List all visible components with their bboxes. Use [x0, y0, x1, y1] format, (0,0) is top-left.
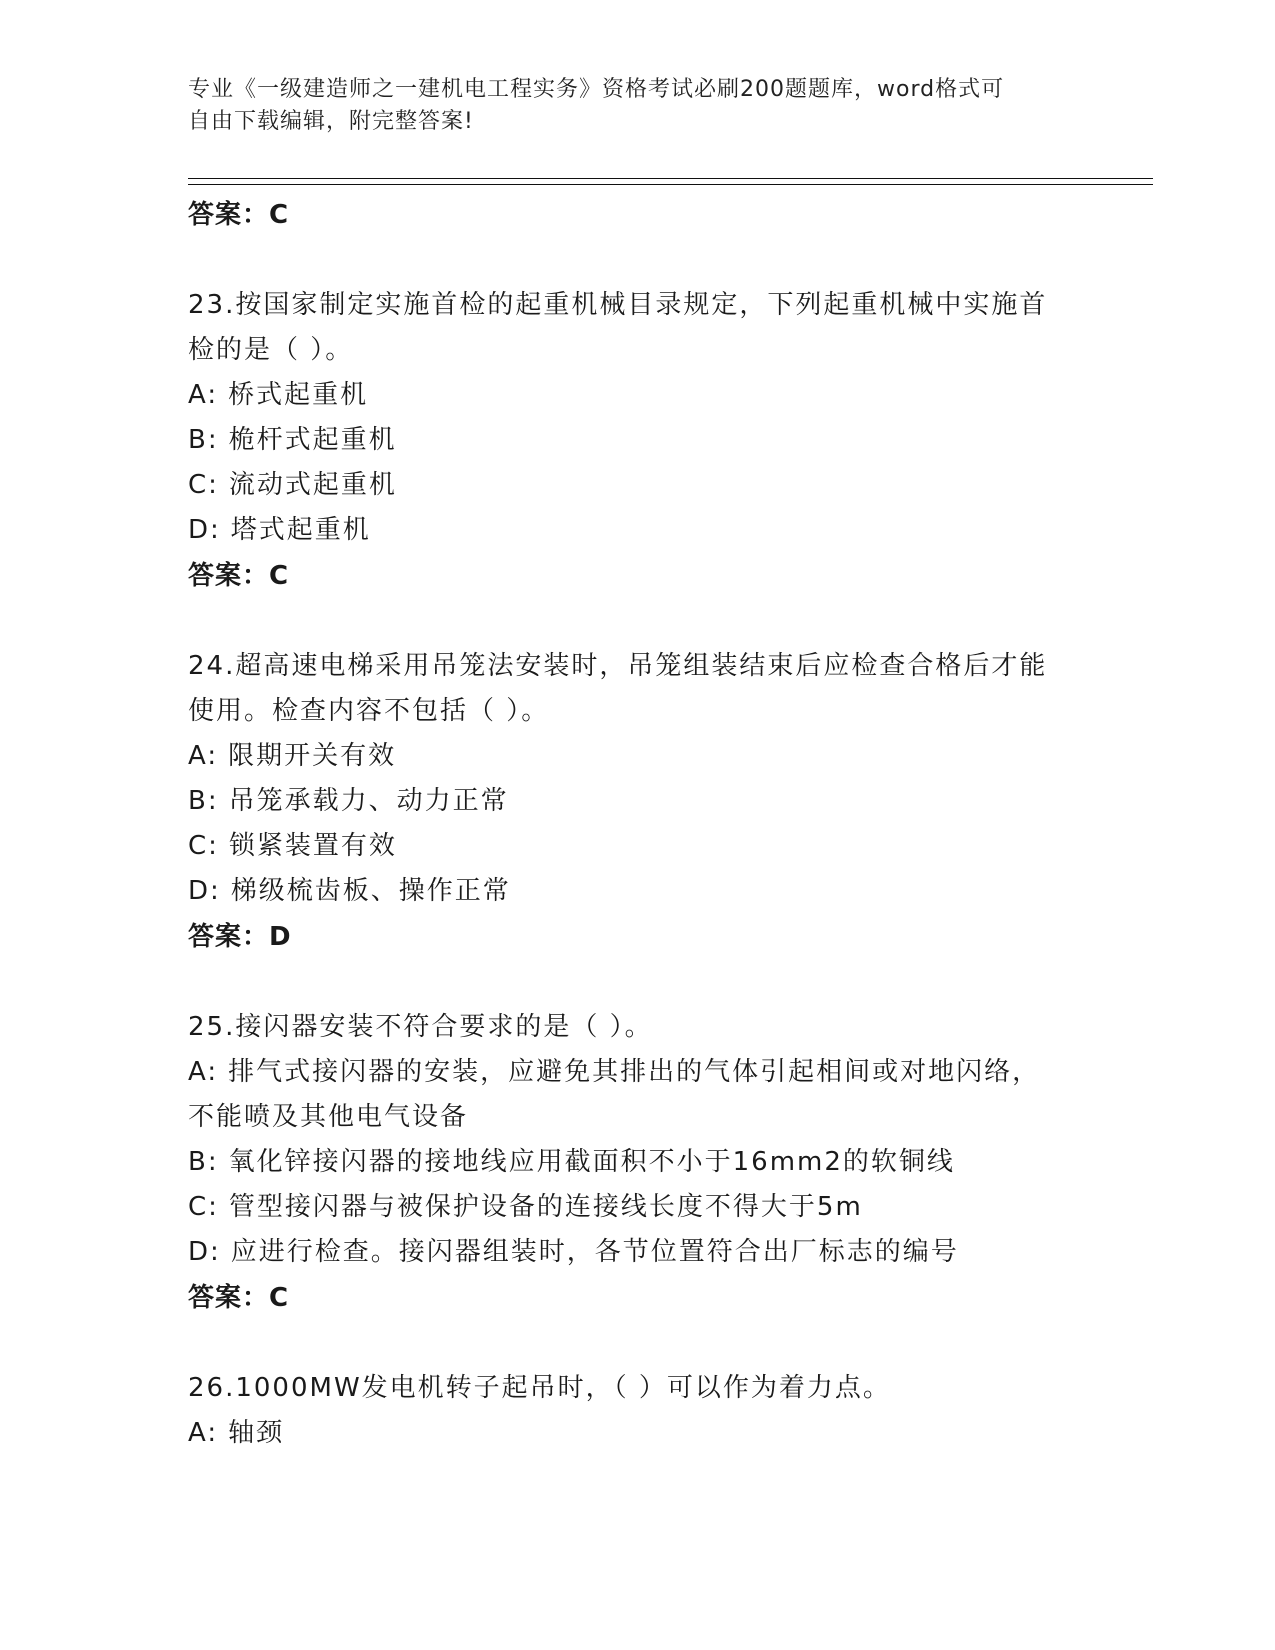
answer-value: C [269, 1283, 290, 1313]
question-text: 23.按国家制定实施首检的起重机械目录规定，下列起重机械中实施首 [188, 290, 1048, 320]
option-key: A: [188, 1418, 219, 1448]
question-item [188, 1005, 1088, 1321]
option-key: D: [188, 876, 221, 906]
option-d [188, 508, 1088, 553]
option-c [188, 824, 1088, 869]
question-item [188, 283, 1088, 599]
option-text: 排气式接闪器的安装，应避免其排出的气体引起相间或对地闪络， [228, 1057, 1041, 1087]
option-a [188, 1050, 1088, 1095]
option-d [188, 1230, 1088, 1275]
answer-label: 答案： [188, 922, 270, 952]
option-key: B: [188, 425, 219, 455]
answer-value: D [269, 922, 292, 952]
option-text: 梯级梳齿板、操作正常 [230, 876, 511, 906]
question-list [188, 192, 1088, 1456]
question-item [188, 644, 1088, 960]
option-a [188, 373, 1088, 418]
option-a [188, 734, 1088, 779]
option-text: 塔式起重机 [230, 515, 371, 545]
option-key: B: [188, 786, 219, 816]
header-line-1: 专业《一级建造师之一建机电工程实务》资格考试必刷200题题库，word格式可 [188, 77, 1005, 102]
question-item [188, 1366, 1088, 1456]
answer-value: C [269, 200, 290, 230]
option-b [188, 1140, 1088, 1185]
answer-label: 答案： [188, 200, 270, 230]
option-a-continuation: 不能喷及其他电气设备 [188, 1102, 469, 1132]
option-text: 管型接闪器与被保护设备的连接线长度不得大于5m [228, 1192, 863, 1222]
option-key: D: [188, 1237, 221, 1267]
option-c [188, 463, 1088, 508]
option-text: 锁紧装置有效 [228, 831, 397, 861]
option-c [188, 1185, 1088, 1230]
answer-line [188, 1275, 1088, 1321]
answer-line [188, 914, 1088, 960]
option-key: C: [188, 1192, 219, 1222]
option-text: 氧化锌接闪器的接地线应用截面积不小于16mm2的软铜线 [228, 1147, 955, 1177]
answer-value: C [269, 561, 290, 591]
option-text: 限期开关有效 [228, 741, 397, 771]
question-text: 24.超高速电梯采用吊笼法安装时，吊笼组装结束后应检查合格后才能 [188, 651, 1048, 681]
option-text: 轴颈 [228, 1418, 285, 1448]
answer-line [188, 192, 1088, 238]
option-key: A: [188, 380, 219, 410]
option-b [188, 418, 1088, 463]
option-a [188, 1411, 1088, 1456]
answer-line [188, 553, 1088, 599]
question-text: 使用。检查内容不包括（ ）。 [188, 696, 550, 726]
option-text: 应进行检查。接闪器组装时，各节位置符合出厂标志的编号 [230, 1237, 959, 1267]
option-b [188, 779, 1088, 824]
option-text: 桅杆式起重机 [228, 425, 397, 455]
option-d [188, 869, 1088, 914]
option-key: D: [188, 515, 221, 545]
document-header [188, 74, 1088, 138]
answer-label: 答案： [188, 561, 270, 591]
option-key: C: [188, 831, 219, 861]
option-key: C: [188, 470, 219, 500]
question-text: 26.1000MW发电机转子起吊时，（ ）可以作为着力点。 [188, 1373, 891, 1403]
option-text: 桥式起重机 [228, 380, 369, 410]
question-text: 25.接闪器安装不符合要求的是（ ）。 [188, 1012, 653, 1042]
header-divider [188, 178, 1153, 185]
option-text: 流动式起重机 [228, 470, 397, 500]
header-line-2: 自由下载编辑，附完整答案! [188, 109, 474, 134]
option-text: 吊笼承载力、动力正常 [228, 786, 509, 816]
option-key: A: [188, 1057, 219, 1087]
question-text: 检的是（ ）。 [188, 335, 354, 365]
option-key: B: [188, 1147, 219, 1177]
answer-label: 答案： [188, 1283, 270, 1313]
option-key: A: [188, 741, 219, 771]
